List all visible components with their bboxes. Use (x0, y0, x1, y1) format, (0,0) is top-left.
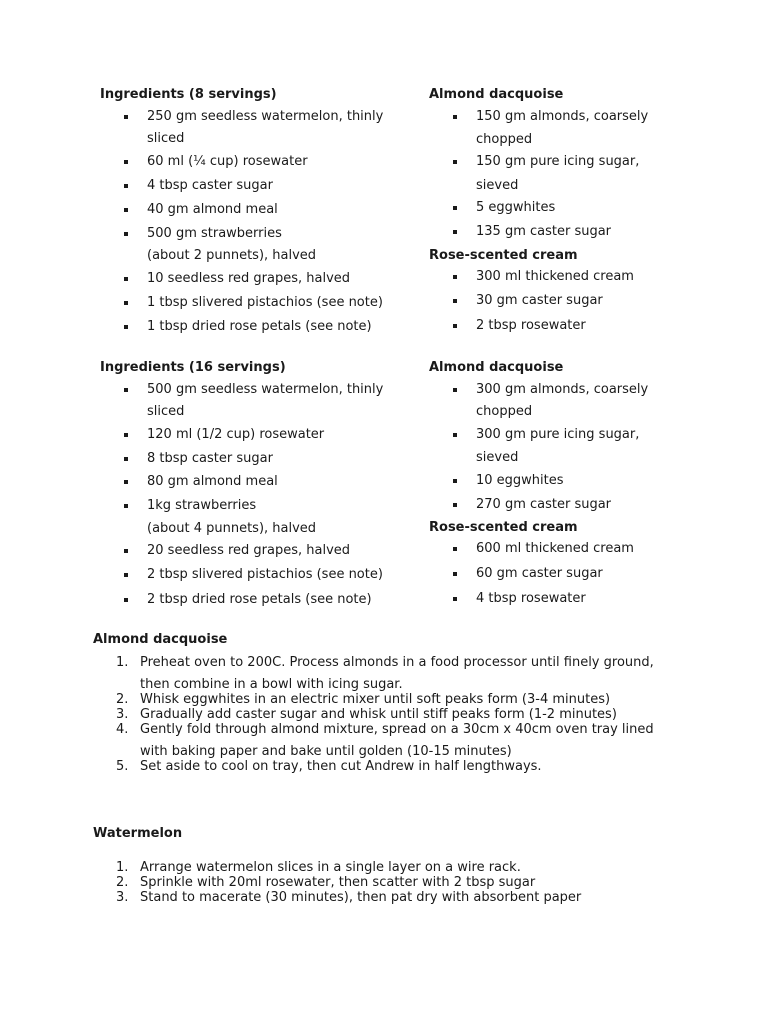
ingredient-8-5-line-1: 500 gm strawberries (147, 226, 282, 241)
bullet-icon (453, 115, 457, 119)
dacquoise-16-3: 10 eggwhites (476, 473, 564, 488)
bullet-icon (124, 325, 128, 329)
bullet-icon (124, 232, 128, 236)
bullet-icon (453, 597, 457, 601)
watermelon-step-1: Arrange watermelon slices in a single layer on a wire rack. (140, 860, 521, 875)
ingredient-8-1-line-1: 250 gm seedless watermelon, thinly (147, 109, 384, 124)
cream-8-1: 300 ml thickened cream (476, 269, 634, 284)
dacquoise-step-4-line-2: with baking paper and bake until golden (10-15 minutes) (140, 744, 512, 759)
bullet-icon (453, 503, 457, 507)
ingredient-8-3: 4 tbsp caster sugar (147, 178, 273, 193)
dacquoise-8-2-line-1: 150 gm pure icing sugar, (476, 154, 640, 169)
bullet-icon (453, 160, 457, 164)
step-number: 3. (116, 890, 129, 905)
dacquoise-8-2-line-2: sieved (476, 178, 519, 193)
dacquoise-8-4: 135 gm caster sugar (476, 224, 612, 239)
step-number: 1. (116, 860, 129, 875)
ingredient-16-5-line-1: 1kg strawberries (147, 498, 257, 513)
bullet-icon (124, 184, 128, 188)
bullet-icon (124, 160, 128, 164)
bullet-icon (453, 547, 457, 551)
watermelon-step-3: Stand to macerate (30 minutes), then pat dry with absorbent paper (140, 890, 582, 905)
step-number: 5. (116, 759, 129, 774)
method-dacquoise-heading: Almond dacquoise (93, 632, 228, 647)
bullet-icon (124, 480, 128, 484)
ingredient-16-7: 2 tbsp slivered pistachios (see note) (147, 567, 383, 582)
dacquoise-16-2-line-1: 300 gm pure icing sugar, (476, 427, 640, 442)
dacquoise-step-1-line-1: Preheat oven to 200C. Process almonds in a food processor until finely ground, (140, 655, 654, 670)
bullet-icon (124, 504, 128, 508)
ingredient-16-8: 2 tbsp dried rose petals (see note) (147, 592, 372, 607)
dacquoise-16-heading: Almond dacquoise (429, 360, 564, 375)
dacquoise-step-2: Whisk eggwhites in an electric mixer until soft peaks form (3-4 minutes) (140, 692, 611, 707)
bullet-icon (453, 206, 457, 210)
ingredient-16-1-line-2: sliced (147, 404, 185, 419)
bullet-icon (124, 277, 128, 281)
ingredient-16-2: 120 ml (1/2 cup) rosewater (147, 427, 325, 442)
ingredient-8-6: 10 seedless red grapes, halved (147, 271, 351, 286)
method-watermelon-heading: Watermelon (93, 826, 183, 841)
dacquoise-16-1-line-1: 300 gm almonds, coarsely (476, 382, 649, 397)
cream-16-1: 600 ml thickened cream (476, 541, 634, 556)
dacquoise-step-3: Gradually add caster sugar and whisk until stiff peaks form (1-2 minutes) (140, 707, 617, 722)
dacquoise-8-heading: Almond dacquoise (429, 87, 564, 102)
bullet-icon (453, 324, 457, 328)
cream-8-2: 30 gm caster sugar (476, 293, 603, 308)
watermelon-step-2: Sprinkle with 20ml rosewater, then scatter with 2 tbsp sugar (140, 875, 536, 890)
cream-16-heading: Rose-scented cream (429, 520, 578, 535)
step-number: 2. (116, 692, 129, 707)
ingredient-16-1-line-1: 500 gm seedless watermelon, thinly (147, 382, 384, 397)
dacquoise-step-1-line-2: then combine in a bowl with icing sugar. (140, 677, 403, 692)
bullet-icon (124, 301, 128, 305)
bullet-icon (124, 573, 128, 577)
dacquoise-step-4-line-1: Gently fold through almond mixture, spread on a 30cm x 40cm oven tray lined (140, 722, 654, 737)
bullet-icon (453, 388, 457, 392)
bullet-icon (124, 598, 128, 602)
ingredient-8-8: 1 tbsp dried rose petals (see note) (147, 319, 372, 334)
ingredients-8-heading: Ingredients (8 servings) (100, 87, 277, 102)
bullet-icon (124, 549, 128, 553)
dacquoise-step-5: Set aside to cool on tray, then cut Andrew in half lengthways. (140, 759, 542, 774)
ingredient-16-6: 20 seedless red grapes, halved (147, 543, 351, 558)
ingredient-16-4: 80 gm almond meal (147, 474, 278, 489)
ingredients-16-heading: Ingredients (16 servings) (100, 360, 286, 375)
bullet-icon (124, 115, 128, 119)
ingredient-8-2: 60 ml (¼ cup) rosewater (147, 154, 308, 169)
ingredient-8-7: 1 tbsp slivered pistachios (see note) (147, 295, 383, 310)
ingredient-8-4: 40 gm almond meal (147, 202, 278, 217)
step-number: 4. (116, 722, 129, 737)
bullet-icon (453, 230, 457, 234)
ingredient-8-5-line-2: (about 2 punnets), halved (147, 248, 317, 263)
bullet-icon (124, 388, 128, 392)
ingredient-16-5-line-2: (about 4 punnets), halved (147, 521, 317, 536)
step-number: 3. (116, 707, 129, 722)
cream-16-2: 60 gm caster sugar (476, 566, 603, 581)
cream-8-3: 2 tbsp rosewater (476, 318, 586, 333)
bullet-icon (453, 572, 457, 576)
bullet-icon (124, 208, 128, 212)
dacquoise-16-4: 270 gm caster sugar (476, 497, 612, 512)
cream-16-3: 4 tbsp rosewater (476, 591, 586, 606)
ingredient-8-1-line-2: sliced (147, 131, 185, 146)
bullet-icon (453, 275, 457, 279)
bullet-icon (453, 299, 457, 303)
bullet-icon (453, 433, 457, 437)
bullet-icon (124, 433, 128, 437)
dacquoise-16-2-line-2: sieved (476, 450, 519, 465)
bullet-icon (124, 457, 128, 461)
step-number: 2. (116, 875, 129, 890)
cream-8-heading: Rose-scented cream (429, 248, 578, 263)
dacquoise-8-1-line-1: 150 gm almonds, coarsely (476, 109, 649, 124)
ingredient-16-3: 8 tbsp caster sugar (147, 451, 273, 466)
dacquoise-16-1-line-2: chopped (476, 404, 533, 419)
bullet-icon (453, 479, 457, 483)
dacquoise-8-1-line-2: chopped (476, 132, 533, 147)
step-number: 1. (116, 655, 129, 670)
dacquoise-8-3: 5 eggwhites (476, 200, 556, 215)
